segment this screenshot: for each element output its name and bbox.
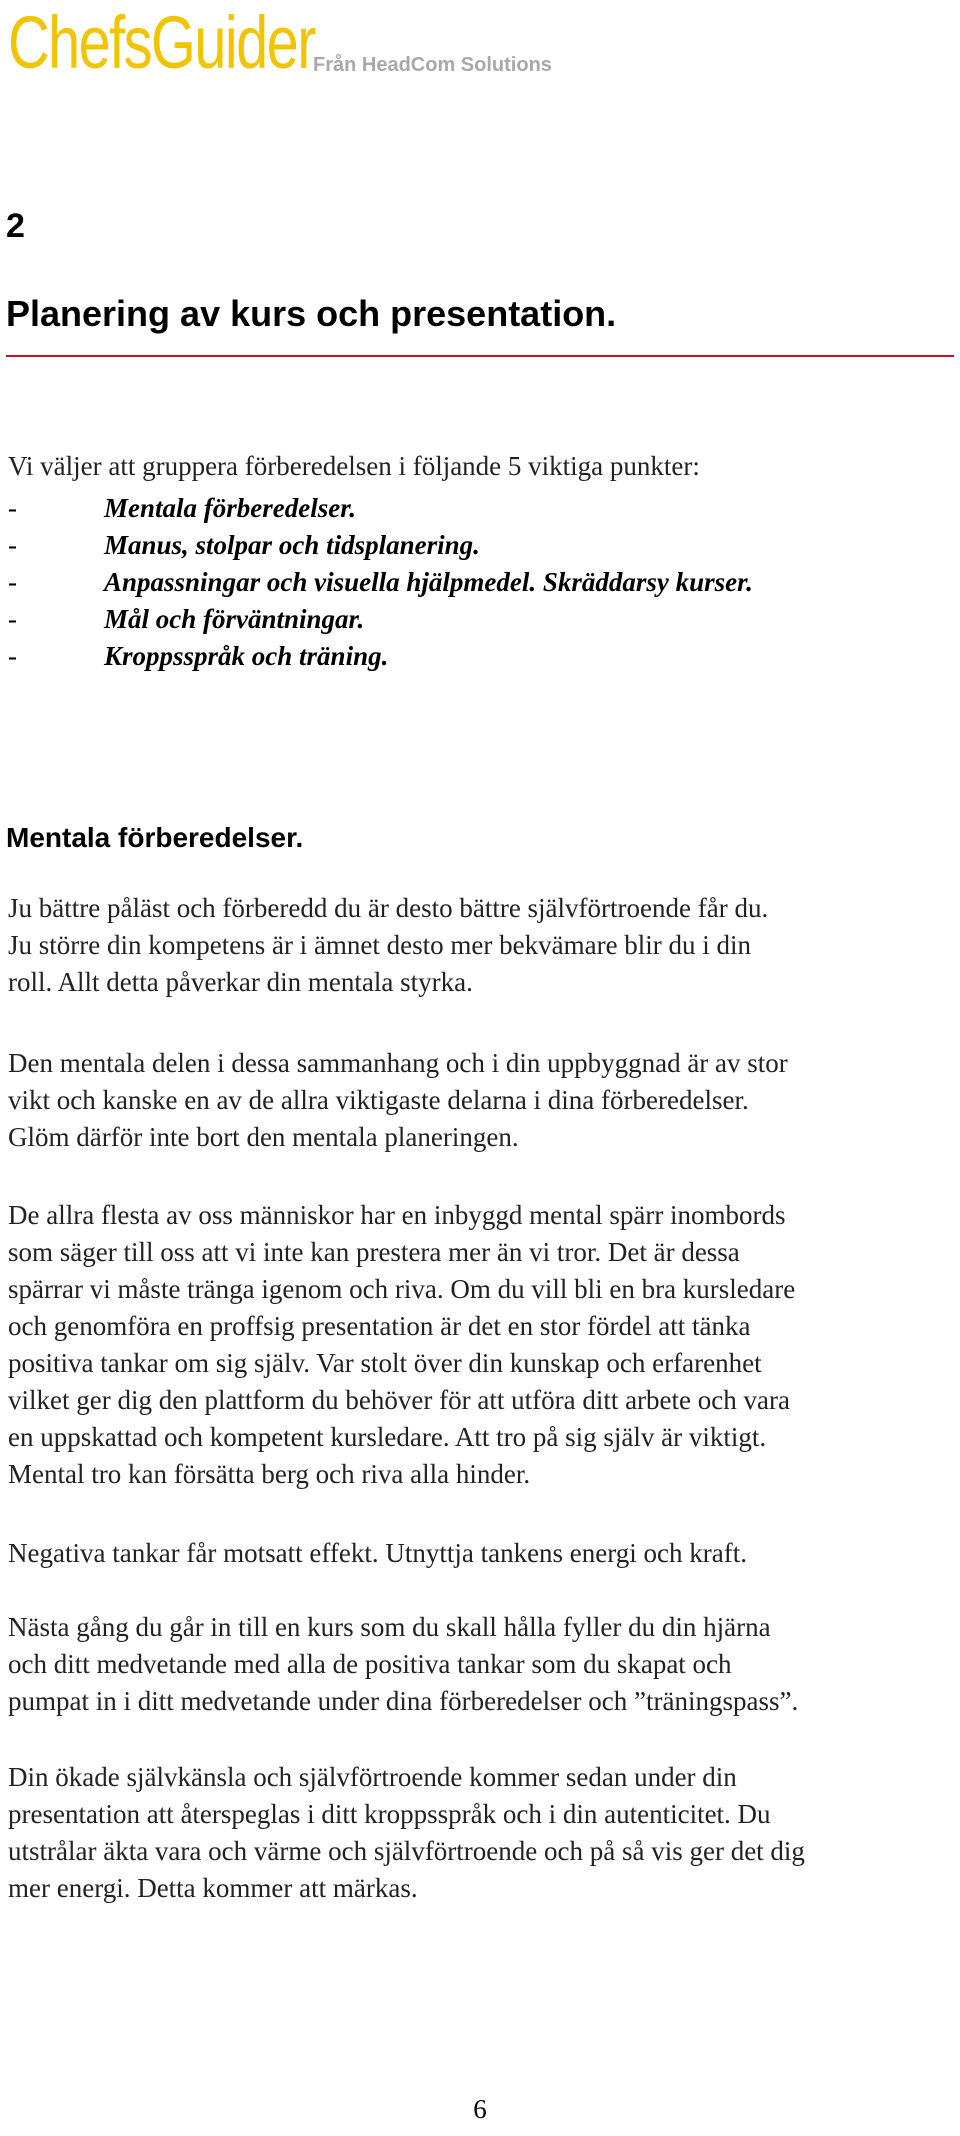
bullet-dash: - [8,604,17,634]
bullet-dash: - [8,493,17,523]
logo-wordmark: ChefsGuider [8,1,315,84]
paragraph-line: Negativa tankar får motsatt effekt. Utnyttja tankens energi och kraft. [8,1538,747,1568]
paragraph-line: presentation att återspeglas i ditt kroppsspråk och i din autenticitet. Du [8,1799,771,1829]
paragraph [8,1759,958,1907]
list-item [8,638,753,675]
paragraph [8,1197,958,1493]
list-item [8,527,753,564]
list-item-text: Manus, stolpar och tidsplanering. [104,530,480,560]
paragraph-line: vikt och kanske en av de allra viktigaste delarna i dina förberedelser. [8,1085,749,1115]
paragraph-line: vilket ger dig den plattform du behöver för att utföra ditt arbete och vara [8,1385,790,1415]
page-number: 6 [473,2094,487,2124]
paragraph-line: spärrar vi måste tränga igenom och riva. Om du vill bli en bra kursledare [8,1274,796,1304]
list-item [8,601,753,638]
key-points-list [8,490,753,675]
paragraph-line: Ju bättre påläst och förberedd du är desto bättre självförtroende får du. [8,893,769,923]
list-item-text: Anpassningar och visuella hjälpmedel. Skräddarsy kurser. [104,567,753,597]
title-divider [6,355,954,357]
chapter-number: 2 [6,207,25,245]
paragraph-line: som säger till oss att vi inte kan prestera mer än vi tror. Det är dessa [8,1237,740,1267]
logo-tagline: Från HeadCom Solutions [313,54,552,76]
list-item-text: Mål och förväntningar. [104,604,365,634]
paragraph-line: Ju större din kompetens är i ämnet desto mer bekvämare blir du i din [8,930,752,960]
paragraph [8,890,958,1001]
paragraph-line: och genomföra en proffsig presentation är det en stor fördel att tänka [8,1311,751,1341]
paragraph-line: Den mentala delen i dessa sammanhang och i din uppbyggnad är av stor [8,1048,788,1078]
paragraph-line: pumpat in i ditt medvetande under dina förberedelser och ”träningspass”. [8,1686,799,1716]
paragraph-line: Nästa gång du går in till en kurs som du skall hålla fyller du din hjärna [8,1612,771,1642]
paragraph-line: De allra flesta av oss människor har en inbyggd mental spärr inombords [8,1200,786,1230]
paragraph [8,1609,958,1720]
bullet-dash: - [8,567,17,597]
paragraph-line: Glöm därför inte bort den mentala planeringen. [8,1122,519,1152]
paragraph-line: Din ökade självkänsla och självförtroende kommer sedan under din [8,1762,737,1792]
paragraph-line: och ditt medvetande med alla de positiva tankar som du skapat och [8,1649,732,1679]
chefsguider-logo [8,1,552,84]
bullet-dash: - [8,530,17,560]
paragraph-line: mer energi. Detta kommer att märkas. [8,1873,418,1903]
paragraph [8,1535,958,1572]
paragraph-line: roll. Allt detta påverkar din mentala styrka. [8,967,473,997]
intro-text: Vi väljer att gruppera förberedelsen i följande 5 viktiga punkter: [8,451,700,481]
list-item [8,564,753,601]
paragraph-line: Mental tro kan försätta berg och riva alla hinder. [8,1459,531,1489]
list-item [8,490,753,527]
list-item-text: Kroppsspråk och träning. [104,641,389,671]
section-heading: Mentala förberedelser. [6,822,304,853]
paragraph [8,1045,958,1156]
paragraph-line: positiva tankar om sig själv. Var stolt över din kunskap och erfarenhet [8,1348,762,1378]
paragraph-line: utstrålar äkta vara och värme och självförtroende och på så vis ger det dig [8,1836,805,1866]
bullet-dash: - [8,641,17,671]
list-item-text: Mentala förberedelser. [104,493,356,523]
chapter-title: Planering av kurs och presentation. [6,293,617,334]
paragraph-line: en uppskattad och kompetent kursledare. Att tro på sig själv är viktigt. [8,1422,767,1452]
